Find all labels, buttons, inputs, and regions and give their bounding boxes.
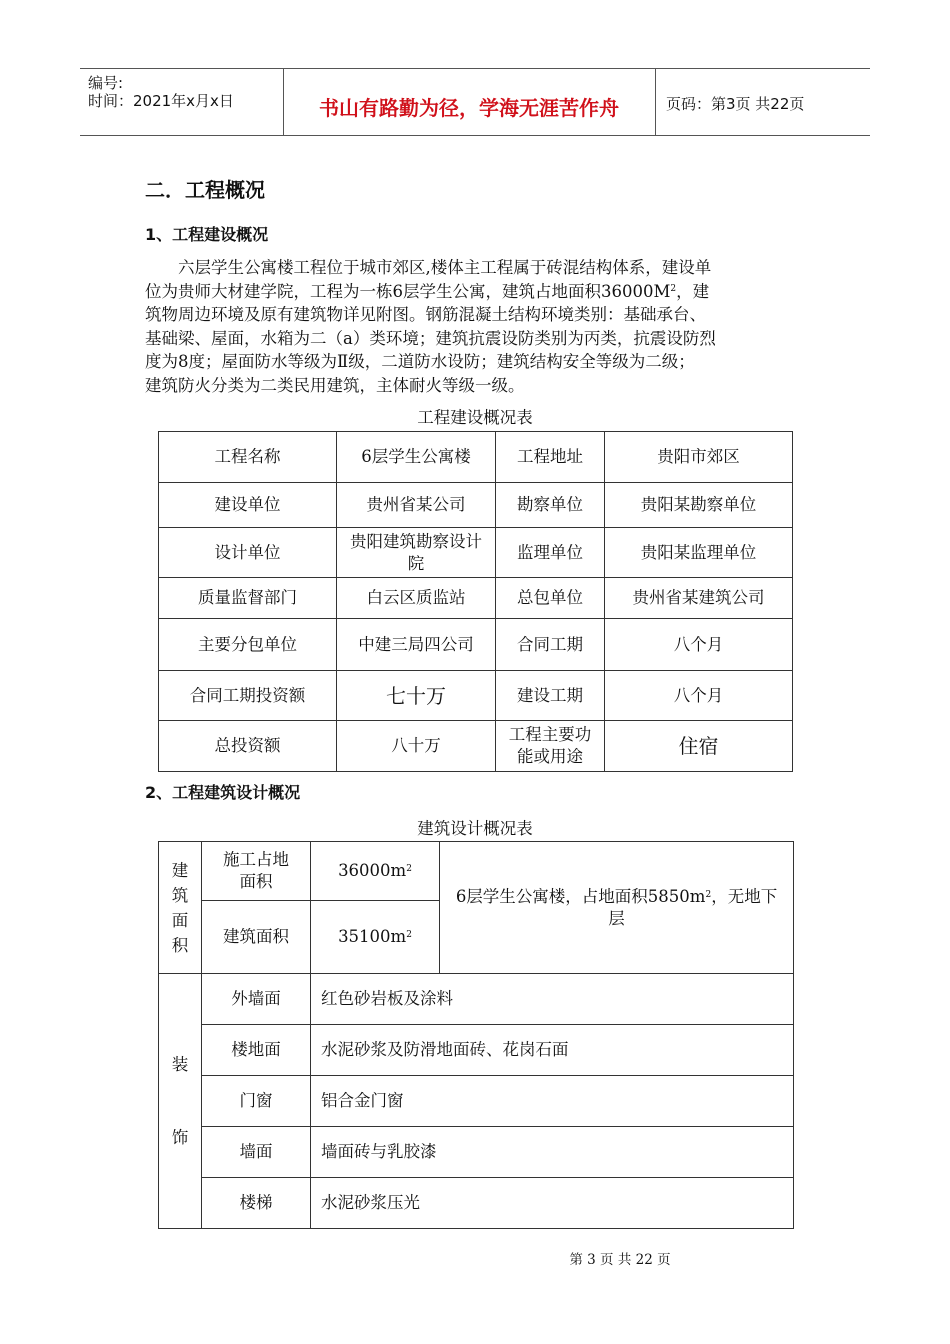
section-title: 二．工程概况 — [145, 178, 265, 202]
table-row — [159, 721, 793, 772]
header-top-rule — [80, 68, 870, 69]
decor-group-char: 装 — [171, 1055, 189, 1074]
table2-caption: 建筑设计概况表 — [417, 819, 533, 838]
table-cell: 贵阳市郊区 — [605, 432, 793, 483]
paragraph-line: 度为8度；屋面防水等级为Ⅱ级，二道防水设防；建筑结构安全等级为二级； — [145, 352, 695, 371]
area-group-label — [159, 842, 202, 974]
table-cell: 八个月 — [605, 671, 793, 721]
table-row — [159, 1025, 794, 1076]
table-cell: 贵阳某监理单位 — [605, 528, 793, 578]
paragraph-line: 基础梁、屋面，水箱为二（a）类环境；建筑抗震设防类别为丙类，抗震设防烈 — [145, 328, 716, 348]
table-cell: 贵州省某公司 — [337, 483, 496, 528]
page-footer: 第 3 页 共 22 页 — [569, 1252, 671, 1268]
table-cell: 贵阳建筑勘察设计院 — [337, 528, 496, 578]
overview-paragraph — [145, 256, 807, 397]
site-area-number: 36000m — [338, 861, 407, 880]
table-cell: 七十万 — [337, 671, 496, 721]
table-cell: 6层学生公寓楼 — [337, 432, 496, 483]
table-cell: 白云区质监站 — [337, 578, 496, 619]
table-cell: 中建三局四公司 — [337, 619, 496, 671]
table-row — [159, 528, 793, 578]
header-code-label: 编号: — [88, 74, 124, 92]
subsection-title-1: 1、工程建设概况 — [145, 225, 269, 244]
area-group-text: 建筑面积 — [171, 860, 189, 955]
table-cell: 工程地址 — [496, 432, 605, 483]
table-cell: 八十万 — [337, 721, 496, 772]
table-cell: 总投资额 — [159, 721, 337, 772]
decor-item: 楼梯 — [202, 1178, 311, 1229]
site-area-value — [311, 842, 440, 901]
paragraph-line-tail: ，建 — [676, 281, 710, 301]
table-cell: 贵州省某建筑公司 — [605, 578, 793, 619]
decor-value: 红色砂岩板及涂料 — [311, 974, 794, 1025]
table-cell: 设计单位 — [159, 528, 337, 578]
table-row — [159, 1127, 794, 1178]
table-cell: 建设单位 — [159, 483, 337, 528]
table-cell: 贵阳某勘察单位 — [605, 483, 793, 528]
table-cell: 合同工期 — [496, 619, 605, 671]
area-note-tail: ，无地下层 — [608, 886, 778, 928]
decor-value: 水泥砂浆压光 — [311, 1178, 794, 1229]
header-divider-2 — [655, 68, 656, 136]
project-overview-table — [158, 431, 793, 772]
table-cell: 质量监督部门 — [159, 578, 337, 619]
table-row — [159, 619, 793, 671]
table-cell: 工程主要功能或用途 — [496, 721, 605, 772]
superscript: 2 — [670, 283, 677, 294]
table-cell: 八个月 — [605, 619, 793, 671]
decor-group-label — [159, 974, 202, 1229]
table-cell: 总包单位 — [496, 578, 605, 619]
table-cell: 建设工期 — [496, 671, 605, 721]
subsection-title-2: 2、工程建筑设计概况 — [145, 783, 301, 802]
building-area-number: 35100m — [338, 927, 407, 946]
header-bottom-rule — [80, 135, 870, 136]
superscript: 2 — [406, 930, 412, 940]
decor-value: 水泥砂浆及防滑地面砖、花岗石面 — [311, 1025, 794, 1076]
decor-item: 楼地面 — [202, 1025, 311, 1076]
table-row — [159, 1076, 794, 1127]
building-design-table — [158, 841, 794, 1229]
paragraph-line: 六层学生公寓楼工程位于城市郊区,楼体主工程属于砖混结构体系，建设单 — [178, 258, 712, 277]
header-motto: 书山有路勤为径，学海无涯苦作舟 — [319, 96, 619, 120]
decor-item: 墙面 — [202, 1127, 311, 1178]
decor-item: 门窗 — [202, 1076, 311, 1127]
superscript: 2 — [406, 864, 412, 874]
area-note-text: 6层学生公寓楼，占地面积5850m — [455, 886, 706, 906]
site-area-label: 施工占地面积 — [202, 842, 311, 901]
paragraph-line: 筑物周边环境及原有建筑物详见附图。钢筋混凝土结构环境类别：基础承台、 — [145, 305, 706, 324]
superscript: 2 — [705, 889, 712, 900]
table-row — [159, 578, 793, 619]
table-cell: 监理单位 — [496, 528, 605, 578]
header-page-code: 页码：第3页 共22页 — [666, 95, 805, 113]
decor-value: 铝合金门窗 — [311, 1076, 794, 1127]
table1-caption: 工程建设概况表 — [417, 408, 533, 427]
table-row — [159, 842, 794, 901]
header-time: 时间：2021年x月x日 — [88, 92, 234, 110]
table-cell: 勘察单位 — [496, 483, 605, 528]
area-note — [440, 842, 794, 974]
paragraph-line: 建筑防火分类为二类民用建筑，主体耐火等级一级。 — [145, 375, 525, 395]
table-row — [159, 1178, 794, 1229]
building-area-value — [311, 901, 440, 974]
table-row — [159, 432, 793, 483]
table-cell: 工程名称 — [159, 432, 337, 483]
paragraph-line-text: 位为贵师大材建学院，工程为一栋6层学生公寓，建筑占地面积36000M — [145, 281, 671, 301]
table-row — [159, 974, 794, 1025]
decor-item: 外墙面 — [202, 974, 311, 1025]
table-row — [159, 483, 793, 528]
decor-group-char: 饰 — [171, 1128, 189, 1147]
building-area-label: 建筑面积 — [202, 901, 311, 974]
table-cell: 主要分包单位 — [159, 619, 337, 671]
table-cell: 住宿 — [605, 721, 793, 772]
decor-value: 墙面砖与乳胶漆 — [311, 1127, 794, 1178]
table-cell: 合同工期投资额 — [159, 671, 337, 721]
table-row — [159, 671, 793, 721]
paragraph-line — [145, 280, 807, 304]
